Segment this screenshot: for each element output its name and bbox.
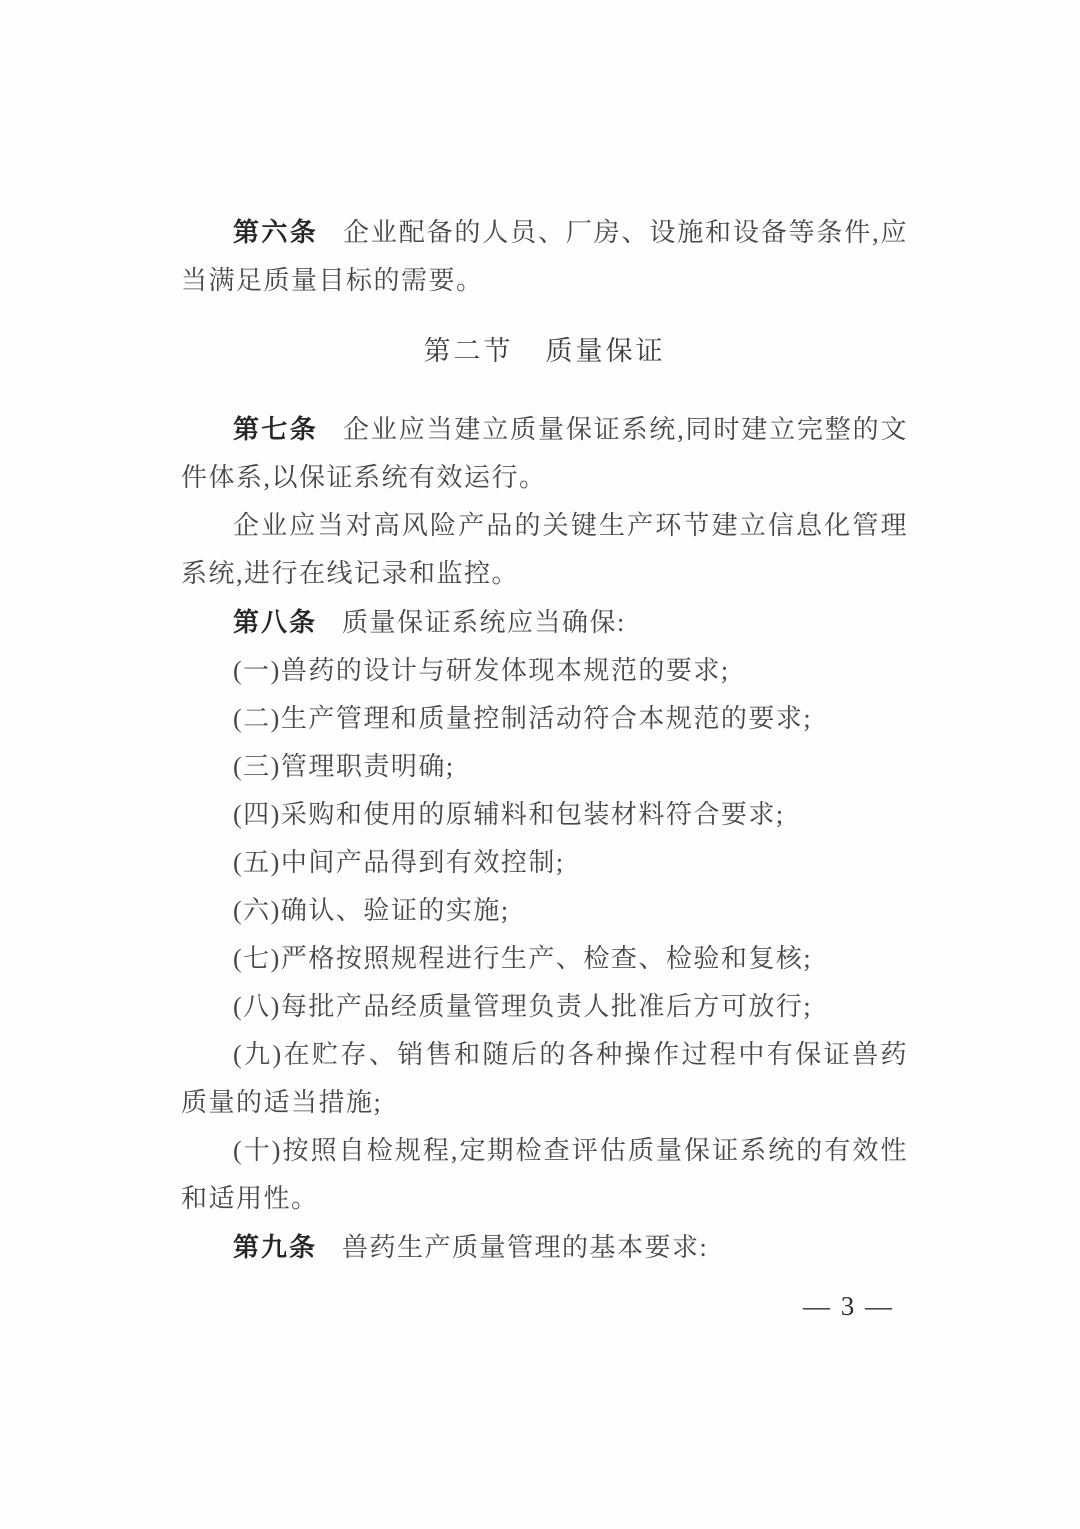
article-text: 企业应当建立质量保证系统,同时建立完整的文件体系,以保证系统有效运行。 (181, 415, 908, 492)
article-text: 兽药生产质量管理的基本要求: (342, 1233, 709, 1262)
clause-item: (一)兽药的设计与研发体现本规范的要求; (233, 656, 730, 685)
clause-item: (八)每批产品经质量管理负责人批准后方可放行; (233, 992, 813, 1021)
article-paragraph (181, 208, 908, 305)
clause-item: (九)在贮存、销售和随后的各种操作过程中有保证兽药质量的适当措施; (181, 1040, 908, 1117)
article-text: 质量保证系统应当确保: (342, 608, 626, 637)
article-paragraph (181, 598, 908, 647)
clause-item: (二)生产管理和质量控制活动符合本规范的要求; (233, 704, 813, 733)
section-heading (181, 327, 908, 375)
article-text: 企业配备的人员、厂房、设施和设备等条件,应当满足质量目标的需要。 (181, 218, 908, 295)
body-paragraph: 企业应当对高风险产品的关键生产环节建立信息化管理系统,进行在线记录和监控。 (181, 511, 908, 588)
section-heading-label: 第二节 (423, 336, 514, 366)
page-number: — 3 — (803, 1291, 894, 1321)
article-number: 第六条 (233, 217, 319, 247)
article-number: 第八条 (233, 607, 318, 637)
clause-item: (十)按照自检规程,定期检查评估质量保证系统的有效性和适用性。 (181, 1136, 908, 1213)
section-heading-title: 质量保证 (545, 336, 666, 366)
article-number: 第七条 (233, 414, 319, 444)
document-body (181, 208, 908, 1272)
article-paragraph (181, 1223, 908, 1272)
clause-item: (三)管理职责明确; (233, 752, 455, 781)
article-number: 第九条 (233, 1232, 318, 1262)
article-paragraph (181, 405, 908, 502)
clause-item: (五)中间产品得到有效控制; (233, 848, 565, 877)
clause-item: (六)确认、验证的实施; (233, 896, 510, 925)
clause-item: (七)严格按照规程进行生产、检查、检验和复核; (233, 944, 813, 973)
clause-item: (四)采购和使用的原辅料和包装材料符合要求; (233, 800, 785, 829)
